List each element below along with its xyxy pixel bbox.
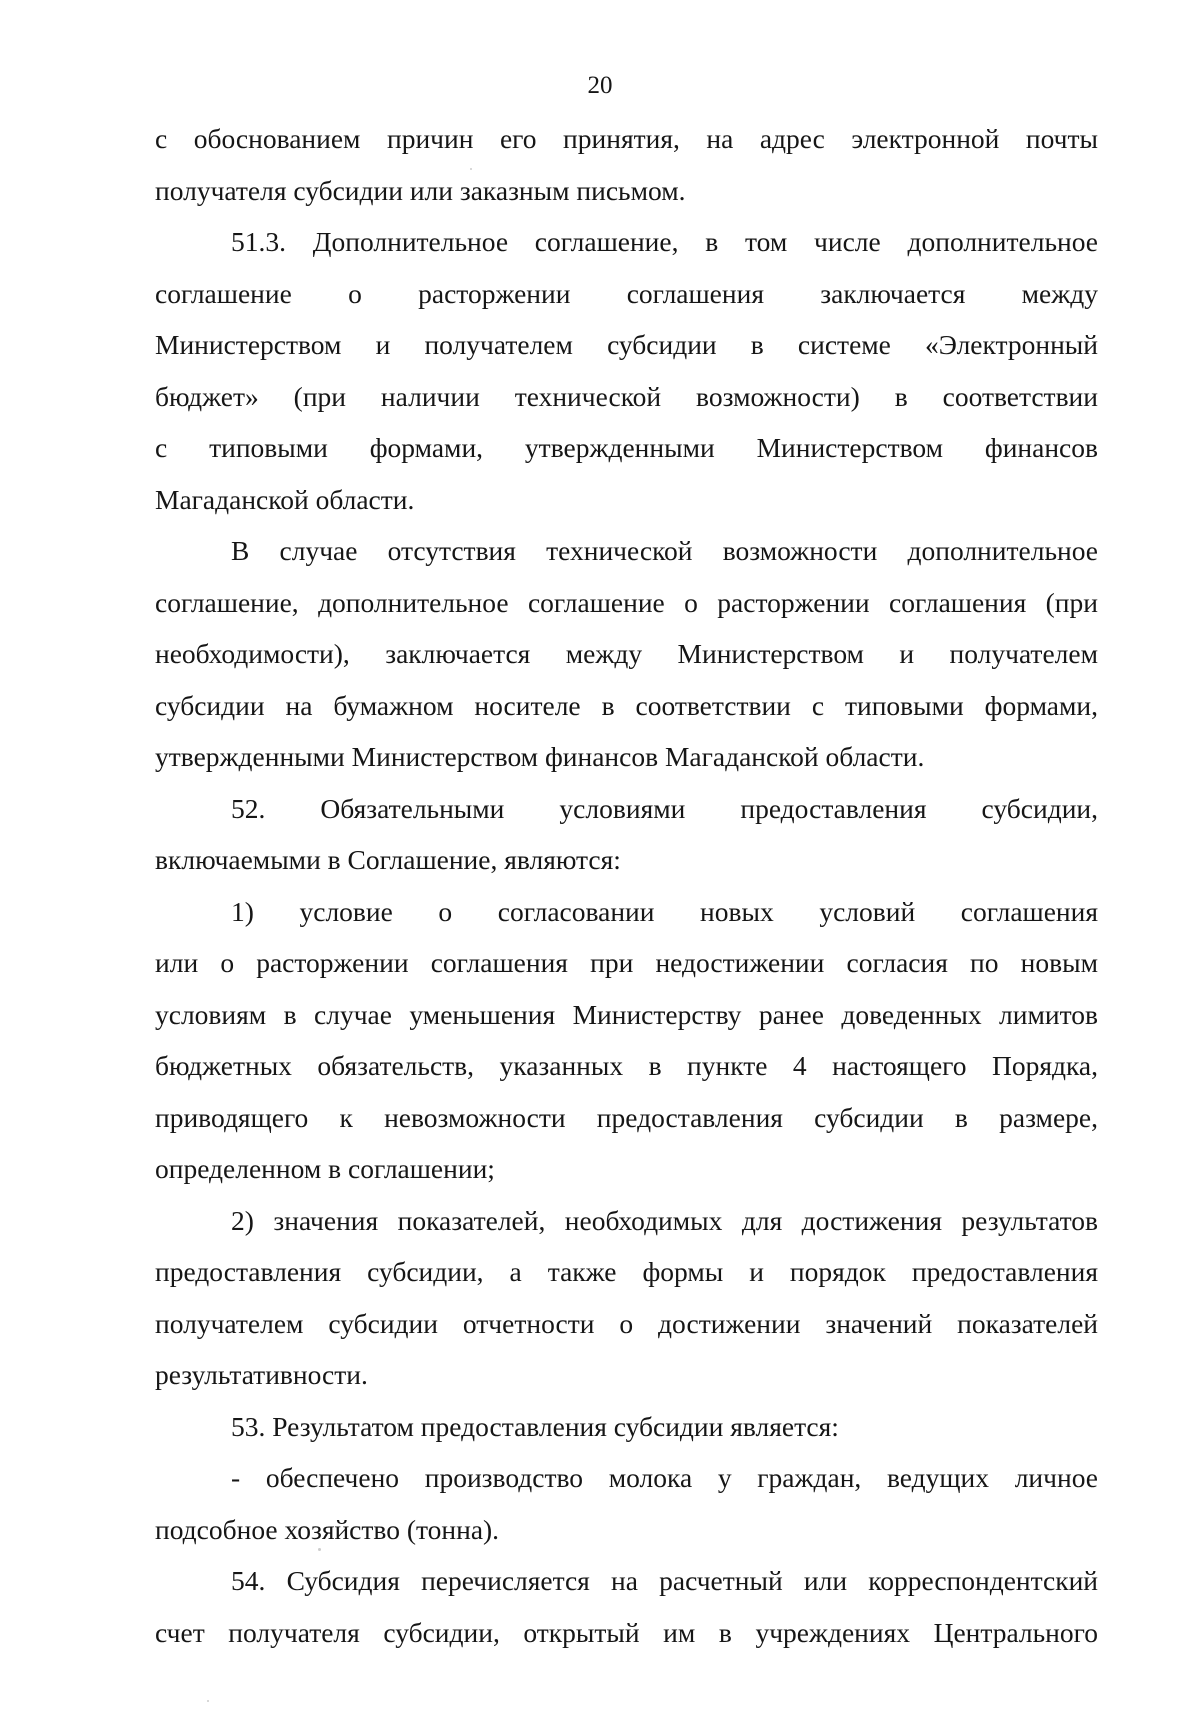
text-line: 1) условие о согласовании новых условий соглашения [231,895,1098,927]
text-line: Магаданской области. [155,483,415,515]
text-line: результативности. [155,1359,368,1390]
text-line: определенном в соглашении; [155,1153,495,1184]
text-line: с обоснованием причин его принятия, на адрес электронной почты [155,123,1098,154]
page-number: 20 [587,72,613,99]
text-line: приводящего к невозможности предоставления субсидии в размере, [155,1101,1098,1133]
text-line: - обеспечено производство молока у граждан, ведущих личное [231,1462,1098,1493]
text-line: получателем субсидии отчетности о достижении значений показателей [155,1307,1098,1339]
text-line: предоставления субсидии, а также формы и порядок предоставления [155,1256,1098,1287]
text-line: подсобное хозяйство (тонна). [155,1513,500,1545]
text-line: необходимости), заключается между Министерством и получателем [155,638,1098,669]
text-line: или о расторжении соглашения при недостижении согласия по новым [155,947,1098,978]
text-line: условиям в случае уменьшения Министерству ранее доведенных лимитов [155,998,1098,1030]
text-line: 53. Результатом предоставления субсидии является: [231,1410,839,1442]
text-line: В случае отсутствия технической возможности дополнительное [231,535,1098,566]
scan-speck [470,168,472,170]
text-line: бюджетных обязательств, указанных в пункте 4 настоящего Порядка, [155,1050,1098,1081]
text-line: субсидии на бумажном носителе в соответствии с типовыми формами, [155,689,1098,721]
text-line: получателя субсидии или заказным письмом. [155,174,686,206]
text-line: бюджет» (при наличии технической возможности) в соответствии [155,380,1098,412]
text-line: с типовыми формами, утвержденными Министерством финансов [155,432,1098,463]
text-line: 2) значения показателей, необходимых для достижения результатов [231,1204,1098,1236]
document-body [155,113,1098,1658]
text-line: включаемыми в Соглашение, являются: [155,844,621,875]
text-line: соглашение о расторжении соглашения заключается между [155,277,1098,309]
text-line: 51.3. Дополнительное соглашение, в том числе дополнительное [231,226,1098,257]
text-line: соглашение, дополнительное соглашение о расторжении соглашения (при [155,586,1098,618]
text-line: 52. Обязательными условиями предоставления субсидии, [231,792,1098,824]
text-line: Министерством и получателем субсидии в системе «Электронный [155,329,1098,360]
scan-speck [207,1700,209,1702]
text-line: 54. Субсидия перечисляется на расчетный или корреспондентский [231,1565,1098,1596]
text-line: утвержденными Министерством финансов Магаданской области. [155,741,925,772]
text-line: счет получателя субсидии, открытый им в учреждениях Центрального [155,1616,1098,1648]
scan-speck [318,1548,321,1551]
